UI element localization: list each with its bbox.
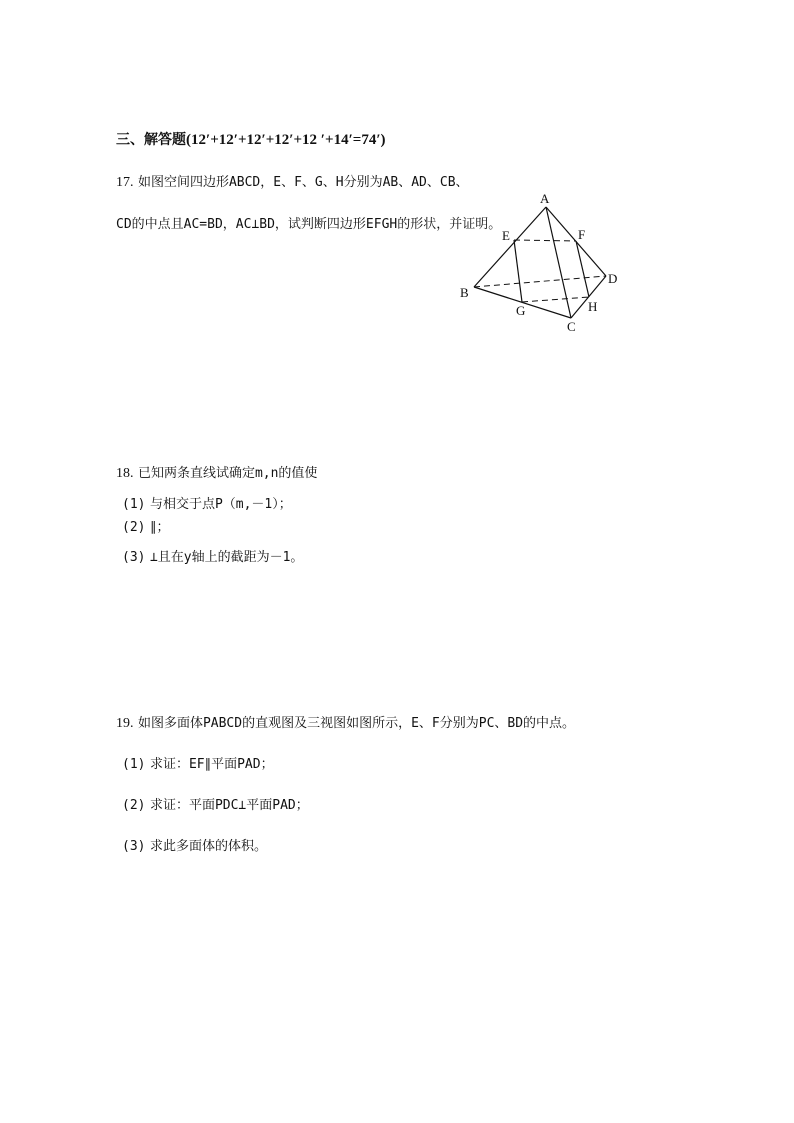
q19-item-1 [122, 755, 274, 774]
q18-item-2 [122, 518, 169, 537]
label-G: G [516, 303, 526, 318]
label-D: D [608, 271, 618, 286]
q18-number: 18. [116, 466, 134, 481]
tetrahedron-figure [455, 188, 625, 338]
section-title: 三、解答题 [116, 132, 186, 148]
segment-GH-dashed [522, 297, 589, 302]
q19-item-2-marker: (2) [122, 798, 146, 813]
q18-stem-line [116, 464, 317, 483]
label-F: F [578, 227, 586, 242]
q18-item-1 [122, 495, 292, 514]
section-heading [116, 131, 386, 149]
q17-text-line-1: 如图空间四边形ABCD，E、F、G、H分别为AB、AD、CB、 [137, 175, 469, 190]
segment-EF-dashed [514, 240, 576, 241]
q19-item-3 [122, 837, 267, 856]
q18-stem: 已知两条直线试确定m,n的值使 [137, 466, 318, 481]
section-score: (12′+12′+12′+12′+12 ′+14′=74′) [186, 132, 386, 148]
q17-number: 17. [116, 175, 134, 190]
q18-item-3 [122, 548, 303, 567]
label-E: E [502, 228, 510, 243]
segment-EG [514, 240, 522, 302]
q19-item-1-text: 求证：EF∥平面PAD； [149, 757, 274, 772]
q18-item-1-text: 与相交于点P（m,－1）； [149, 497, 292, 512]
q18-item-2-text: ∥； [149, 520, 170, 535]
q19-item-2-text: 求证：平面PDC⊥平面PAD； [149, 798, 309, 813]
q18-item-1-marker: (1) [122, 497, 146, 512]
label-C: C [567, 319, 576, 334]
q19-number: 19. [116, 716, 134, 731]
q19-item-2 [122, 796, 309, 815]
label-A: A [540, 191, 550, 206]
q17-line-2 [116, 215, 501, 234]
q18-item-3-marker: (3) [122, 550, 146, 565]
q18-item-2-marker: (2) [122, 520, 146, 535]
edge-AB [474, 207, 546, 287]
q19-item-3-marker: (3) [122, 839, 146, 854]
label-H: H [588, 299, 598, 314]
q19-stem: 如图多面体PABCD的直观图及三视图如图所示，E、F分别为PC、BD的中点。 [137, 716, 576, 731]
edge-AC [546, 207, 571, 318]
q19-stem-line [116, 714, 575, 733]
q19-item-3-text: 求此多面体的体积。 [149, 839, 267, 854]
q19-item-1-marker: (1) [122, 757, 146, 772]
label-B: B [460, 285, 469, 300]
q17-text-line-2: CD的中点且AC=BD，AC⊥BD，试判断四边形EFGH的形状，并证明。 [116, 217, 502, 232]
q18-item-3-text: ⊥且在y轴上的截距为－1。 [149, 550, 304, 565]
q17-line-1 [116, 173, 469, 192]
